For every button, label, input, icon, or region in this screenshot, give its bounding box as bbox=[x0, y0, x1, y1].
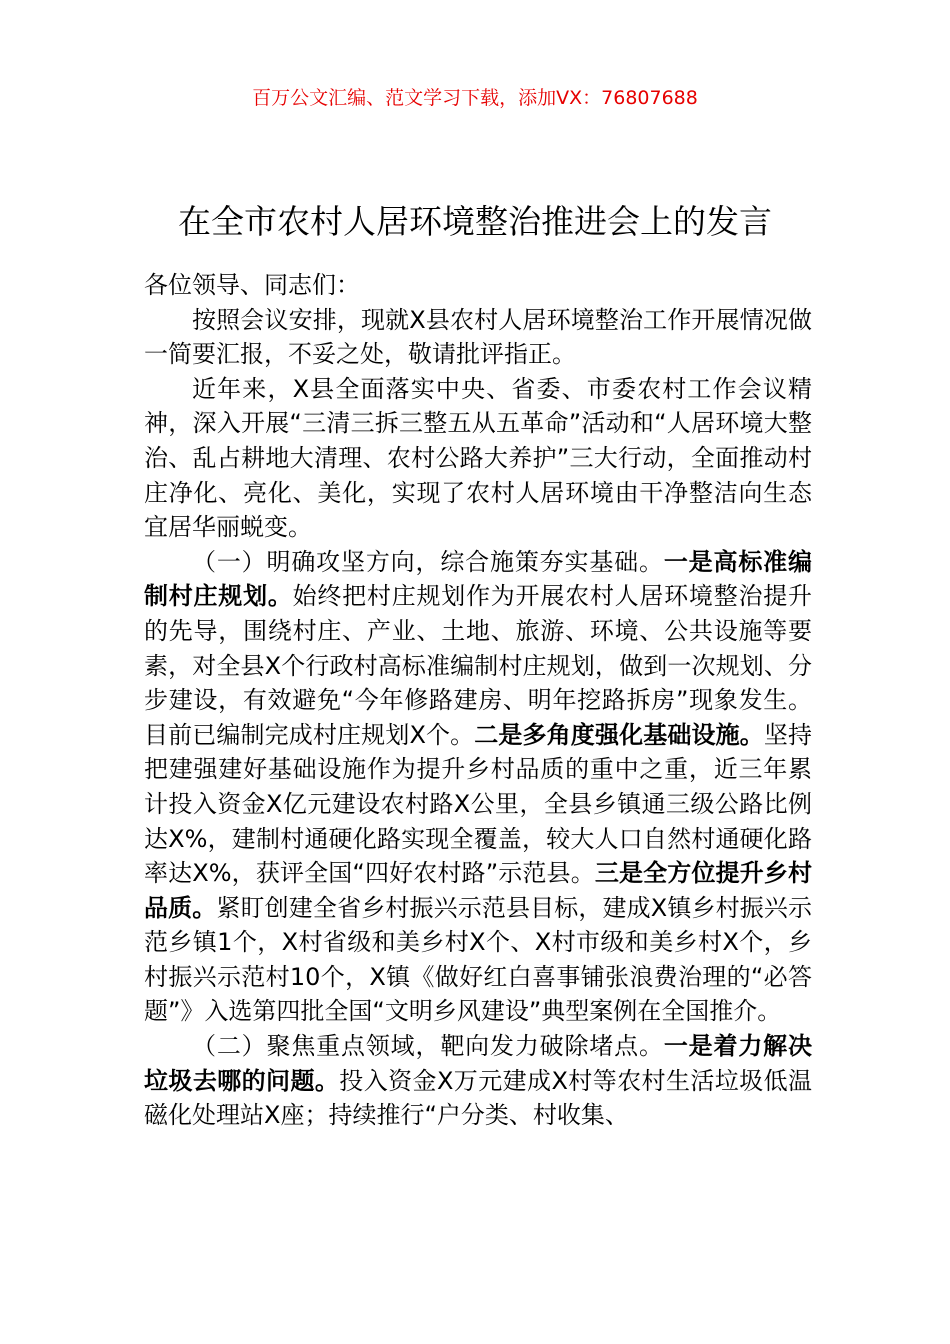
paragraph-section-2 bbox=[144, 1029, 812, 1133]
section-2-heading: （二）聚焦重点领域，靶向发力破除堵点。 bbox=[192, 1032, 664, 1061]
section-2-point-1-title: 一是着力解决垃圾去哪的问题。 bbox=[144, 1032, 813, 1095]
section-1-point-2-title: 二是多角度强化基础设施。 bbox=[474, 720, 764, 749]
watermark-banner: 百万公文汇编、范文学习下载，添加VX：76807688 bbox=[252, 87, 698, 109]
document-title: 在全市农村人居环境整治推进会上的发言 bbox=[178, 202, 772, 242]
section-1-point-1-title: 一是高标准编制村庄规划。 bbox=[144, 547, 813, 611]
paragraph-section-1 bbox=[144, 545, 812, 1029]
section-1-point-1-text: 始终把村庄规划作为开展农村人居环境整治提升的先导，围绕村庄、产业、土地、旅游、环境、公共设施等要素，对全县X个行政村高标准编制村庄规划，做到一次规划、分步建设，有效避免“今年修路建房、明年挖路拆房”现象发生。目前已编制完成村庄规划X个。 bbox=[144, 582, 813, 749]
document-body bbox=[144, 268, 812, 1133]
section-1-point-3-text: 紧盯创建全省乡村振兴示范县目标，建成X镇乡村振兴示范乡镇1个，X村省级和美乡村X个、X村市级和美乡村X个，乡村振兴示范村10个，X镇《做好红白喜事铺张浪费治理的“必答题”》入选第四批全国“文明乡风建设”典型案例在全国推介。 bbox=[144, 893, 812, 1026]
salutation: 各位领导、同志们： bbox=[144, 271, 360, 299]
section-1-heading: （一）明确攻坚方向，综合施策夯实基础。 bbox=[192, 547, 664, 576]
paragraph-intro: 按照会议安排，现就X县农村人居环境整治工作开展情况做一简要汇报，不妥之处，敬请批评指正。 bbox=[144, 305, 812, 369]
paragraph-overview: 近年来，X县全面落实中央、省委、市委农村工作会议精神，深入开展“三清三拆三整五从五革命”活动和“人居环境大整治、乱占耕地大清理、农村公路大养护”三大行动，全面推动村庄净化、亮化、美化，实现了农村人居环境由干净整洁向生态宜居华丽蜕变。 bbox=[144, 374, 812, 542]
section-1-point-2-text: 坚持把建强建好基础设施作为提升乡村品质的重中之重，近三年累计投入资金X亿元建设农村路X公里，全县乡镇通三级公路比例达X%，建制村通硬化路实现全覆盖，较大人口自然村通硬化路率达X%，获评全国“四好农村路”示范县。 bbox=[144, 720, 812, 888]
section-2-point-1-text: 投入资金X万元建成X村等农村生活垃圾低温磁化处理站X座；持续推行“户分类、村收集、 bbox=[144, 1066, 812, 1130]
section-1-point-3-title: 三是全方位提升乡村品质。 bbox=[144, 859, 812, 922]
